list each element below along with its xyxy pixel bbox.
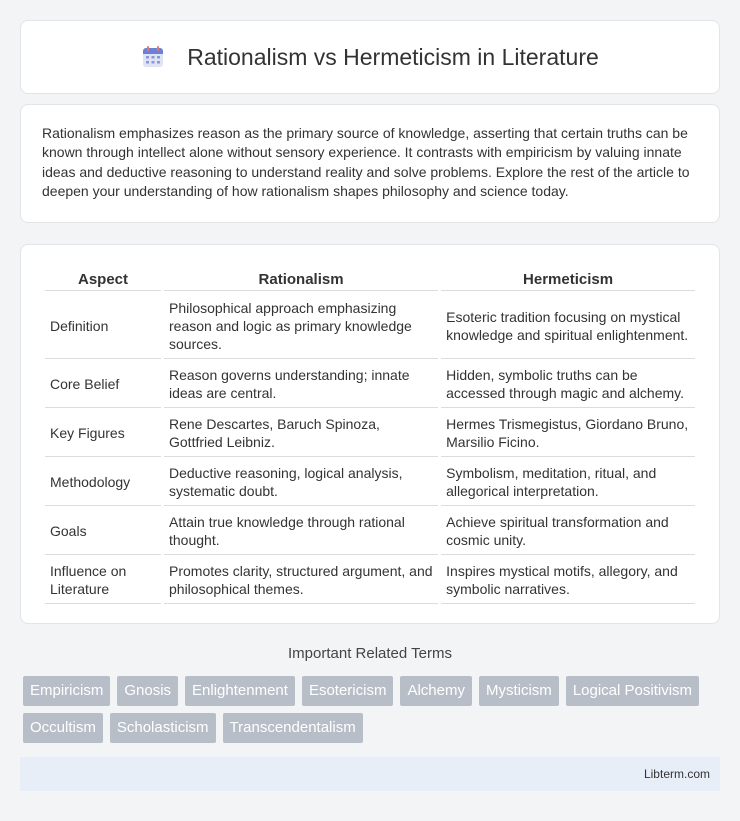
comparison-table [42, 265, 698, 606]
intro-card [20, 104, 720, 223]
row-hermeticism: Hidden, symbolic truths can be accessed through magic and alchemy. [441, 361, 695, 408]
row-hermeticism: Hermes Trismegistus, Giordano Bruno, Marsilio Ficino. [441, 410, 695, 457]
row-rationalism: Promotes clarity, structured argument, and philosophical themes. [164, 557, 438, 604]
column-header-hermeticism: Hermeticism [441, 267, 695, 291]
tag-scholasticism[interactable]: Scholasticism [110, 713, 216, 743]
footer-site-link[interactable]: Libterm.com [643, 767, 710, 781]
tag-logical-positivism[interactable]: Logical Positivism [566, 676, 699, 706]
row-rationalism: Reason governs understanding; innate ideas are central. [164, 361, 438, 408]
row-rationalism: Deductive reasoning, logical analysis, systematic doubt. [164, 459, 438, 506]
related-terms-list [23, 676, 723, 743]
tag-transcendentalism[interactable]: Transcendentalism [223, 713, 363, 743]
intro-text: Rationalism emphasizes reason as the primary source of knowledge, asserting that certain truths can be known through intellect alone without sensory experience. It contrasts with empiricism by valuing innate ideas and deductive reasoning to understand reality and solve problems. Explore the rest of the article to deepen your understanding of how rationalism shapes philosophy and science today. [42, 125, 690, 199]
comparison-card [20, 244, 720, 624]
row-hermeticism: Achieve spiritual transformation and cosmic unity. [441, 508, 695, 555]
table-row [45, 293, 695, 359]
row-hermeticism: Symbolism, meditation, ritual, and allegorical interpretation. [441, 459, 695, 506]
footer [20, 757, 720, 791]
row-aspect: Goals [45, 508, 161, 555]
tag-empiricism[interactable]: Empiricism [23, 676, 110, 706]
column-header-rationalism: Rationalism [164, 267, 438, 291]
row-rationalism: Rene Descartes, Baruch Spinoza, Gottfried Leibniz. [164, 410, 438, 457]
row-hermeticism: Inspires mystical motifs, allegory, and symbolic narratives. [441, 557, 695, 604]
tag-gnosis[interactable]: Gnosis [117, 676, 178, 706]
row-aspect: Influence on Literature [45, 557, 161, 604]
table-row [45, 508, 695, 555]
tag-mysticism[interactable]: Mysticism [479, 676, 559, 706]
row-aspect: Definition [45, 293, 161, 359]
tag-esotericism[interactable]: Esotericism [302, 676, 394, 706]
column-header-aspect: Aspect [45, 267, 161, 291]
calendar-icon [141, 45, 165, 69]
table-row [45, 410, 695, 457]
row-aspect: Methodology [45, 459, 161, 506]
row-rationalism: Philosophical approach emphasizing reason and logic as primary knowledge sources. [164, 293, 438, 359]
header-card [20, 20, 720, 94]
table-row [45, 557, 695, 604]
row-aspect: Core Belief [45, 361, 161, 408]
table-row [45, 361, 695, 408]
table-header-row [45, 267, 695, 291]
row-rationalism: Attain true knowledge through rational thought. [164, 508, 438, 555]
related-terms-title: Important Related Terms [288, 645, 452, 662]
page-title: Rationalism vs Hermeticism in Literature [187, 43, 599, 70]
tag-enlightenment[interactable]: Enlightenment [185, 676, 295, 706]
table-row [45, 459, 695, 506]
row-aspect: Key Figures [45, 410, 161, 457]
tag-alchemy[interactable]: Alchemy [400, 676, 472, 706]
tag-occultism[interactable]: Occultism [23, 713, 103, 743]
row-hermeticism: Esoteric tradition focusing on mystical knowledge and spiritual enlightenment. [441, 293, 695, 359]
